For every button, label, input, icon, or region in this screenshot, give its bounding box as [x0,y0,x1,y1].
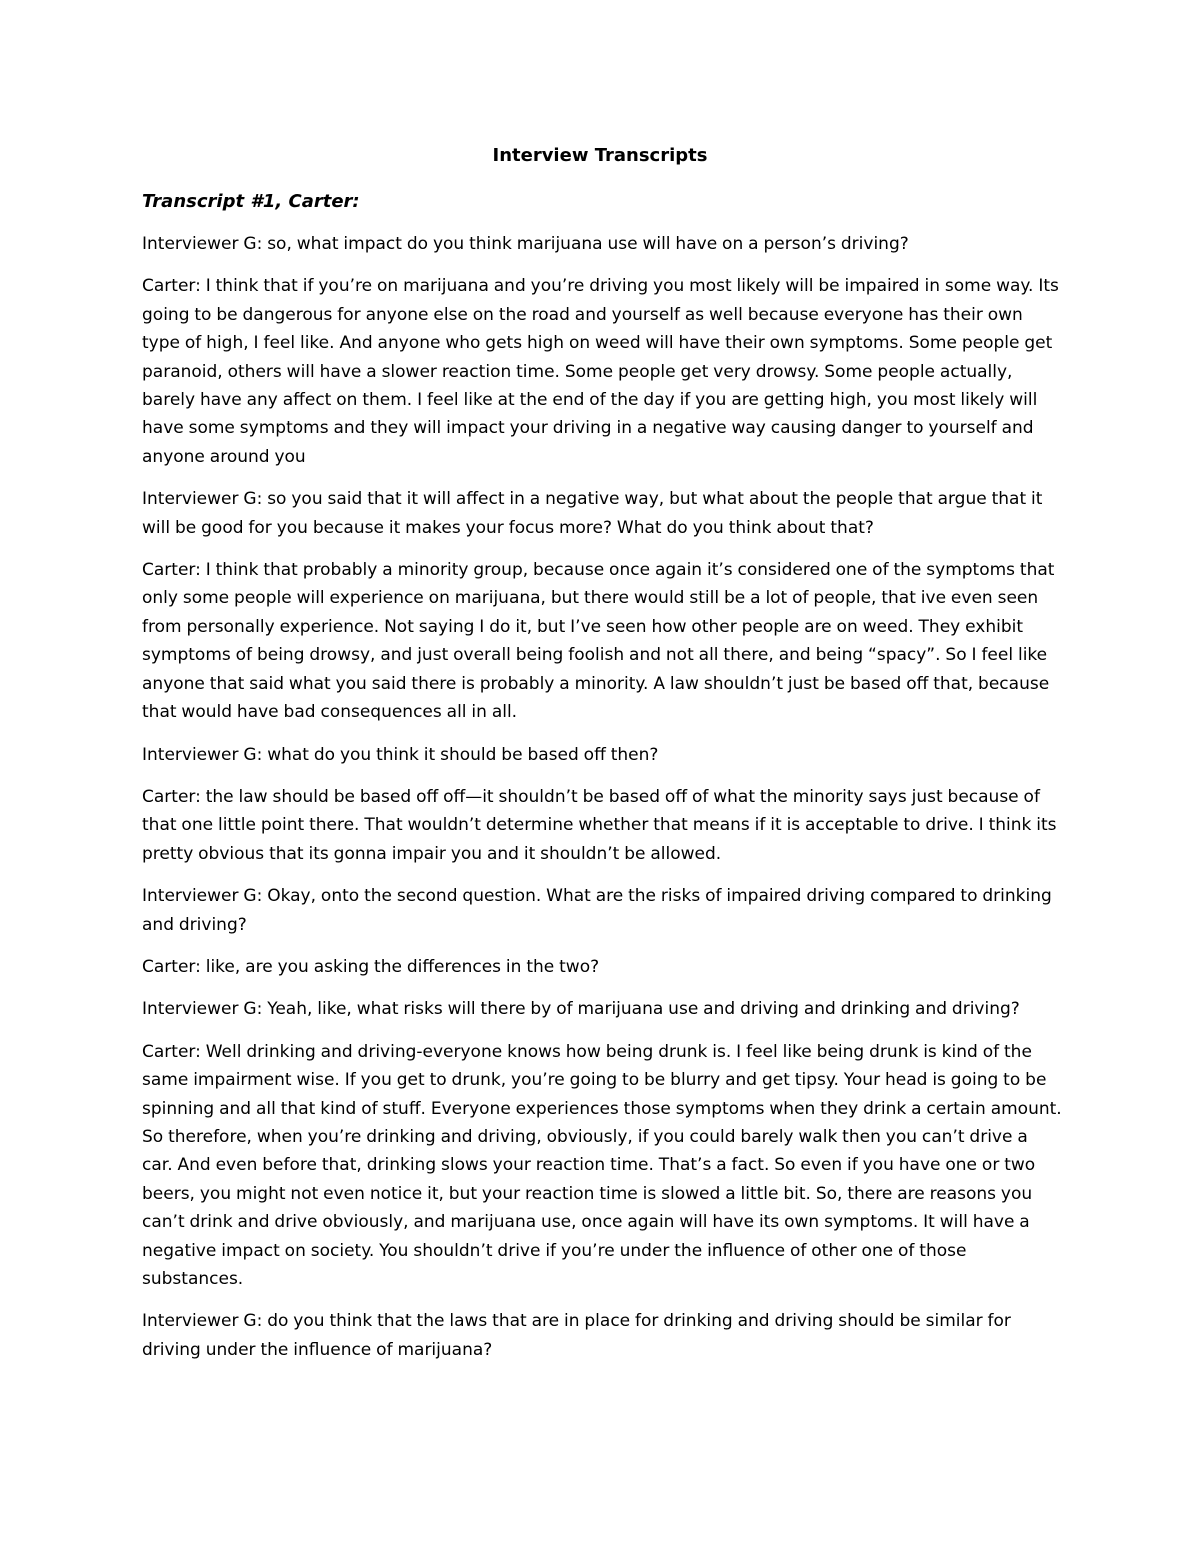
transcript-paragraph: Carter: I think that probably a minority group, because once again it’s considered one of the symptoms that only some people will experience on marijuana, but there would still be a lot of people, that ive even seen from personally experience. Not saying I do it, but I’ve seen how other people are on weed. They exhibit symptoms of being drowsy, and just overall being foolish and not all there, and being “spacy”. So I feel like anyone that said what you said there is probably a minority. A law shouldn’t just be based off that, because that would have bad consequences all in all. [142,560,1055,723]
transcript-paragraph: Carter: Well drinking and driving-everyone knows how being drunk is. I feel like being drunk is kind of the same impairment wise. If you get to drunk, you’re going to be blurry and get tipsy. Your head is going to be spinning and all that kind of stuff. Everyone experiences those symptoms when they drink a certain amount. So therefore, when you’re drinking and driving, obviously, if you could barely walk then you can’t drive a car. And even before that, drinking slows your reaction time. That’s a fact. So even if you have one or two beers, you might not even notice it, but your reaction time is slowed a little bit. So, there are reasons you can’t drink and drive obviously, and marijuana use, once again will have its own symptoms. It will have a negative impact on society. You shouldn’t drive if you’re under the influence of other one of those substances. [142,1041,1062,1289]
transcript-paragraph: Carter: like, are you asking the differences in the two? [142,956,600,977]
transcript-paragraph: Carter: the law should be based off off—it shouldn’t be based off of what the minority says just because of that one little point there. That wouldn’t determine whether that means if it is acceptable to drive. I think its pretty obvious that its gonna impair you and it shouldn’t be allowed. [142,786,1057,864]
transcript-paragraph: Carter: I think that if you’re on marijuana and you’re driving you most likely will be impaired in some way. Its going to be dangerous for anyone else on the road and yourself as well because everyone has their own type of high, I feel like. And anyone who gets high on weed will have their own symptoms. Some people get paranoid, others will have a slower reaction time. Some people get very drowsy. Some people actually, barely have any affect on them. I feel like at the end of the day if you are getting high, you most likely will have some symptoms and they will impact your driving in a negative way causing danger to yourself and anyone around you [142,276,1059,467]
transcript-body [142,188,1062,1378]
transcript-paragraph: Interviewer G: Okay, onto the second question. What are the risks of impaired driving compared to drinking and driving? [142,886,1052,935]
transcript-paragraph: Interviewer G: so you said that it will affect in a negative way, but what about the people that argue that it will be good for you because it makes your focus more? What do you think about that? [142,489,1043,538]
document-title: Interview Transcripts [492,145,708,166]
transcript-paragraph: Interviewer G: so, what impact do you think marijuana use will have on a person’s driving? [142,234,909,254]
transcript-heading: Transcript #1, Carter: [142,191,360,212]
transcript-paragraph: Interviewer G: what do you think it should be based off then? [142,744,659,765]
transcript-paragraph: Interviewer G: Yeah, like, what risks will there by of marijuana use and driving and drinking and driving? [142,999,1020,1020]
transcript-paragraph: Interviewer G: do you think that the laws that are in place for drinking and driving should be similar for driving under the influence of marijuana? [142,1311,1011,1360]
